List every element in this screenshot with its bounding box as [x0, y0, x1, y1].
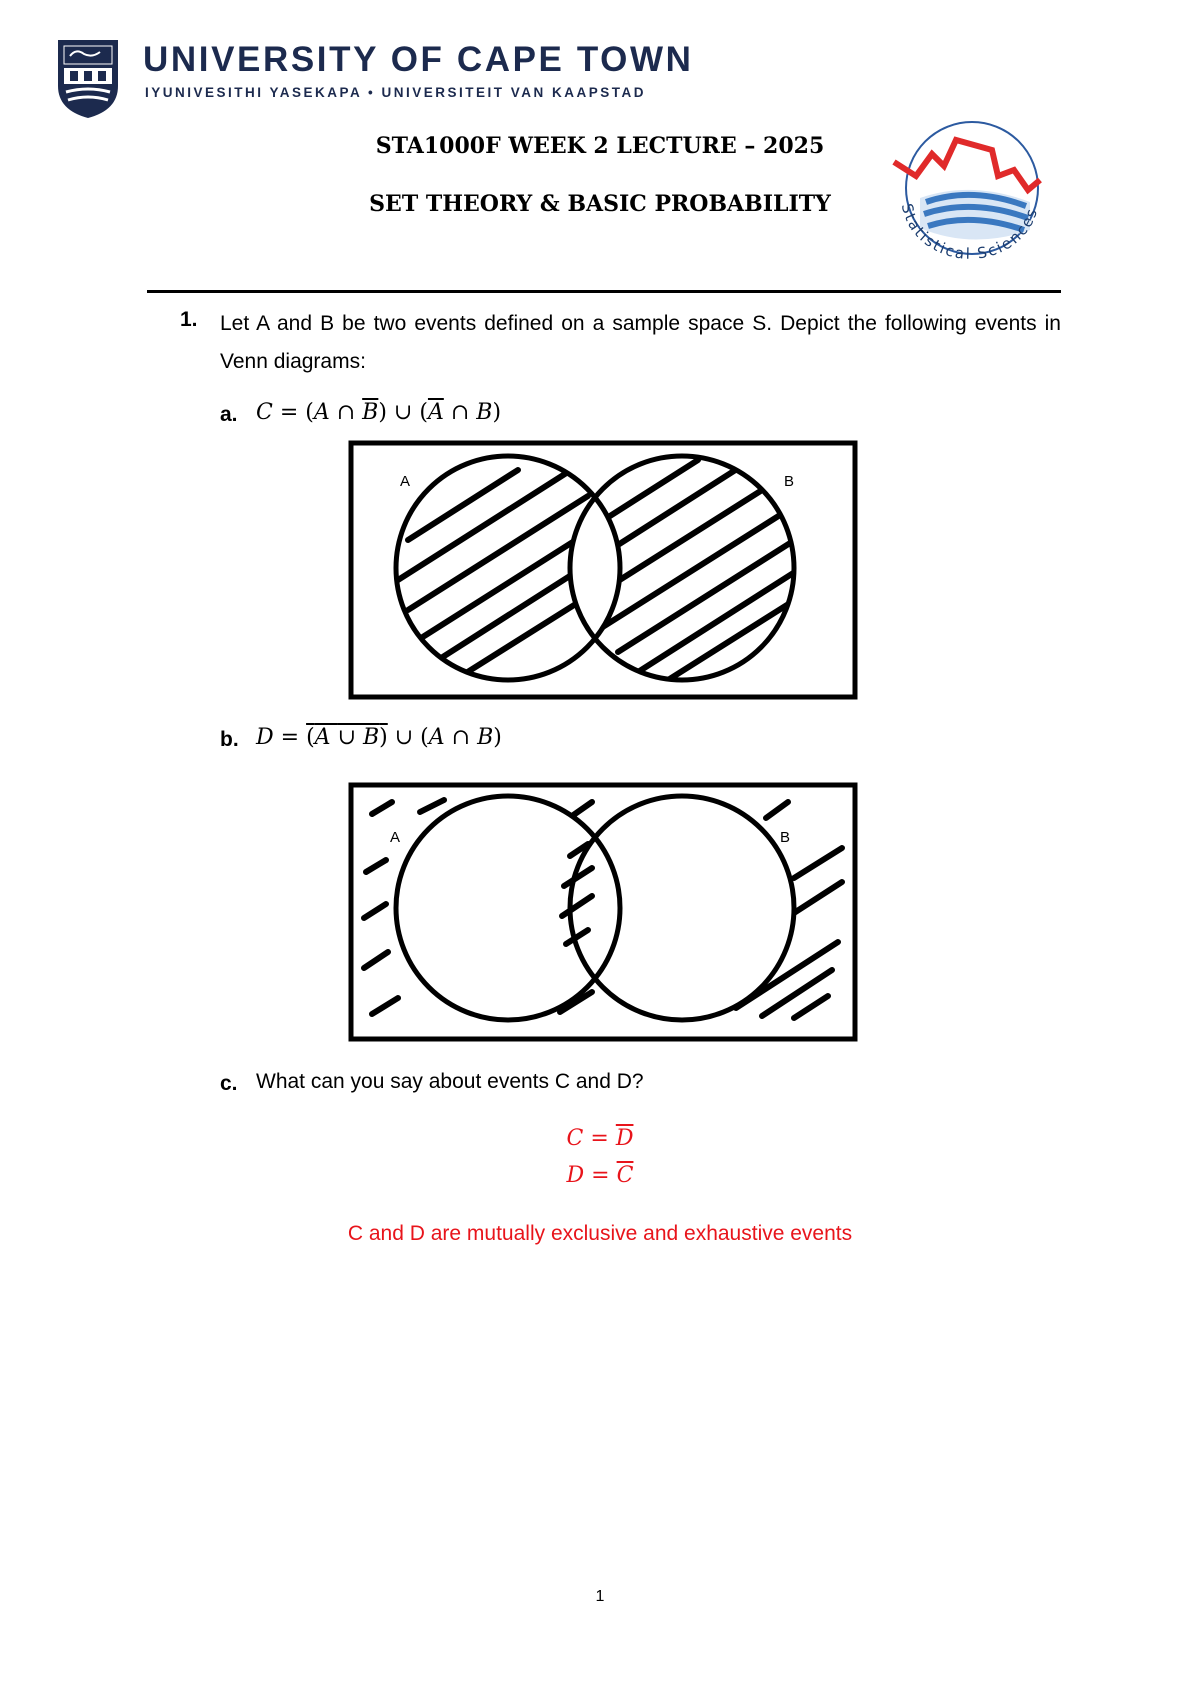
answer-line-2: $D = \overline{C}$: [566, 1163, 634, 1188]
venn-diagram-b: [348, 782, 858, 1042]
question-number: 1.: [180, 308, 198, 331]
logo-text: Statistical Sciences: [897, 201, 1042, 263]
lecture-title: STA1000F WEEK 2 LECTURE – 2025: [375, 133, 825, 159]
venn-a-label-a: A: [400, 473, 411, 490]
part-a-label: a.: [220, 403, 238, 426]
university-name: UNIVERSITY OF CAPE TOWN: [143, 40, 694, 79]
answer-statement: C and D are mutually exclusive and exhaustive events: [347, 1222, 853, 1245]
university-subtitle: IYUNIVESITHI YASEKAPA • UNIVERSITEIT VAN KAAPSTAD: [145, 85, 647, 100]
page-number: 1: [595, 1588, 605, 1605]
header-divider: [147, 290, 1061, 293]
part-a-expression: C = (A ∩ $\overline{B}$) ∪ ($\overline{A}$ ∩ B): [256, 400, 502, 425]
venn-a-label-b: B: [784, 473, 795, 490]
uct-crest-logo: [56, 38, 120, 120]
part-c-label: c.: [220, 1072, 238, 1095]
part-b-label: b.: [220, 728, 239, 751]
part-b-expression: D = (A ∪ B) ∪ (A ∩ B): [256, 725, 502, 750]
question-text: Let A and B be two events defined on a sample space S. Depict the following events in Venn diagrams:: [220, 312, 1061, 373]
lecture-subtitle: SET THEORY & BASIC PROBABILITY: [369, 191, 831, 217]
answer-line-1: $C = \overline{D}$: [566, 1126, 634, 1151]
part-c-question: What can you say about events C and D?: [256, 1070, 644, 1093]
venn-b-label-a: A: [390, 829, 401, 846]
venn-diagram-a: [348, 440, 858, 700]
statistical-sciences-logo: [880, 110, 1050, 270]
venn-b-label-b: B: [780, 829, 791, 846]
